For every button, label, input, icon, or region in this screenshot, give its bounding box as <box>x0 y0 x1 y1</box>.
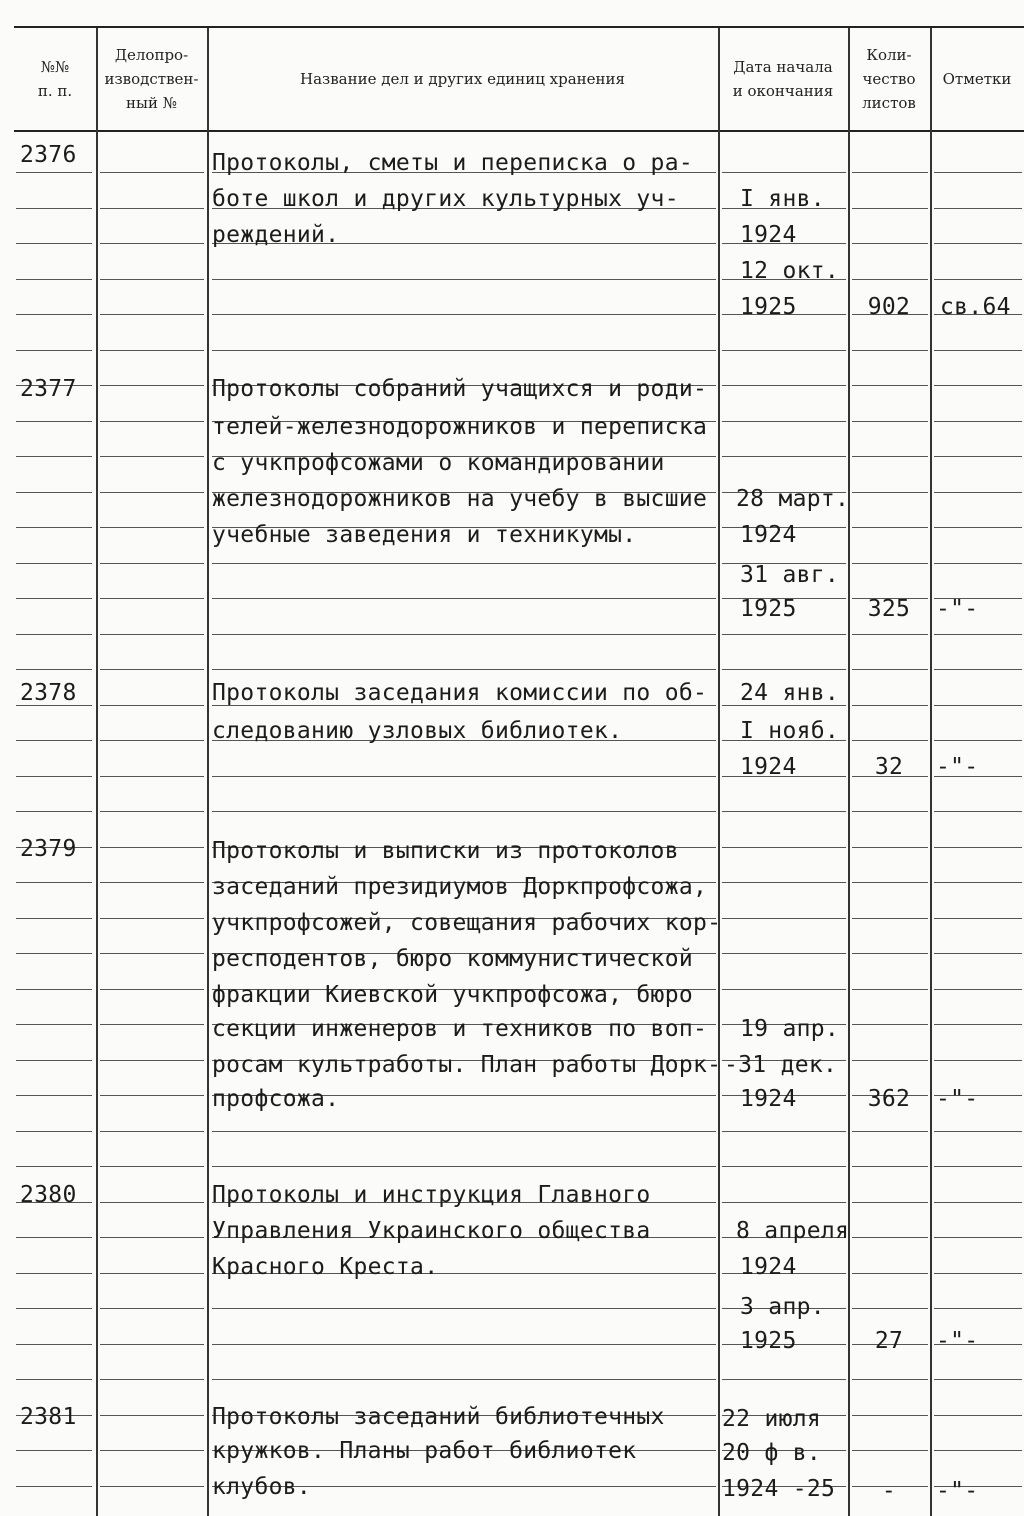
record-title-line: телей-железнодорожников и переписка <box>212 414 708 440</box>
ruled-line <box>16 279 92 280</box>
ruled-line <box>934 669 1022 670</box>
ruled-line <box>934 492 1022 493</box>
ruled-line <box>852 989 928 990</box>
record-title-line: респодентов, бюро коммунистической <box>212 946 694 972</box>
ruled-line <box>100 740 204 741</box>
ruled-line <box>934 918 1022 919</box>
ruled-line <box>16 1024 92 1025</box>
record-title-line: Управления Украинского общества <box>212 1218 651 1244</box>
ruled-line <box>934 1024 1022 1025</box>
ruled-line <box>212 1344 716 1345</box>
ruled-line <box>16 314 92 315</box>
ruled-line <box>16 1237 92 1238</box>
ruled-line <box>852 563 928 564</box>
ruled-line <box>16 1131 92 1132</box>
ruled-line <box>852 1131 928 1132</box>
record-title-line: учкпрофсожей, совещания рабочих кор- <box>212 910 722 936</box>
record-note: -"- <box>936 1478 979 1504</box>
ruled-line <box>16 1060 92 1061</box>
ruled-line <box>934 1415 1022 1416</box>
ruled-line <box>100 1486 204 1487</box>
record-title-line: Протоколы собраний учащихся и роди- <box>212 376 708 402</box>
record-number: 2378 <box>20 680 77 706</box>
record-date-line: 1925 <box>740 596 797 622</box>
ruled-line <box>722 456 846 457</box>
record-number: 2381 <box>20 1404 77 1430</box>
ruled-line <box>934 705 1022 706</box>
ruled-line <box>852 1415 928 1416</box>
record-note: -"- <box>936 1328 979 1354</box>
ruled-line <box>16 1166 92 1167</box>
ruled-line <box>852 208 928 209</box>
ruled-line <box>100 705 204 706</box>
record-date-line: 20 ф в. <box>722 1440 822 1466</box>
ruled-line <box>16 1379 92 1380</box>
ruled-line <box>100 1415 204 1416</box>
ruled-line <box>934 953 1022 954</box>
ruled-line <box>852 811 928 812</box>
ruled-line <box>852 882 928 883</box>
record-date-line: 1924 <box>740 222 797 248</box>
ruled-line <box>722 1131 846 1132</box>
ruled-line <box>212 811 716 812</box>
record-date-line: 1924 <box>740 1254 797 1280</box>
ruled-line <box>212 279 716 280</box>
record-date-line: 1925 <box>740 1328 797 1354</box>
ruled-line <box>852 1379 928 1380</box>
ruled-line <box>934 1131 1022 1132</box>
record-date-line: 19 апр. <box>740 1016 840 1042</box>
ruled-line <box>100 882 204 883</box>
ruled-line <box>722 811 846 812</box>
ruled-line <box>16 811 92 812</box>
ruled-line <box>852 385 928 386</box>
ruled-line <box>212 563 716 564</box>
ruled-line <box>100 1060 204 1061</box>
ruled-line <box>852 527 928 528</box>
record-title-line: Протоколы и выписки из протоколов <box>212 838 679 864</box>
ruled-line <box>100 1166 204 1167</box>
ruled-line <box>722 1202 846 1203</box>
record-date-line: 12 окт. <box>740 258 840 284</box>
ruled-line <box>852 1166 928 1167</box>
ruled-line <box>16 456 92 457</box>
record-title-line: следованию узловых библиотек. <box>212 718 623 744</box>
record-title-line: фракции Киевской учкпрофсожа, бюро <box>212 982 694 1008</box>
column-divider <box>207 28 209 1516</box>
ruled-line <box>852 847 928 848</box>
record-sheet-count: 32 <box>874 754 904 780</box>
record-date-line: 22 июля <box>722 1406 822 1432</box>
ruled-line <box>100 918 204 919</box>
ruled-line <box>934 882 1022 883</box>
record-note: -"- <box>936 1086 979 1112</box>
ruled-line <box>16 563 92 564</box>
ruled-line <box>212 350 716 351</box>
ruled-line <box>934 1450 1022 1451</box>
ruled-line <box>852 456 928 457</box>
ruled-line <box>852 279 928 280</box>
ruled-line <box>16 740 92 741</box>
ruled-line <box>934 1060 1022 1061</box>
record-number: 2379 <box>20 836 77 862</box>
ruled-line <box>100 172 204 173</box>
ruled-line <box>722 634 846 635</box>
ruled-line <box>16 953 92 954</box>
header-dates: Дата начала и окончания <box>732 58 834 100</box>
ruled-line <box>100 1344 204 1345</box>
ruled-line <box>100 208 204 209</box>
ruled-line <box>16 527 92 528</box>
ruled-line <box>100 279 204 280</box>
ruled-line <box>852 705 928 706</box>
header-number: №№ п. п. <box>37 58 73 100</box>
record-title-line: профсожа. <box>212 1086 340 1112</box>
ruled-line <box>16 1308 92 1309</box>
record-date-line: 3 апр. <box>740 1294 825 1320</box>
ruled-line <box>100 1095 204 1096</box>
ruled-line <box>16 634 92 635</box>
ruled-line <box>16 1450 92 1451</box>
ruled-line <box>100 456 204 457</box>
ruled-line <box>100 492 204 493</box>
ruled-line <box>722 882 846 883</box>
record-note: -"- <box>936 754 979 780</box>
ruled-line <box>934 1166 1022 1167</box>
record-date-line: 1924 <box>740 522 797 548</box>
ruled-line <box>16 1095 92 1096</box>
ruled-line <box>212 1308 716 1309</box>
ruled-line <box>722 350 846 351</box>
ruled-line <box>722 421 846 422</box>
ruled-line <box>852 740 928 741</box>
header-title: Название дел и других единиц хранения <box>299 70 625 88</box>
ruled-line <box>100 1131 204 1132</box>
ruled-line <box>722 1379 846 1380</box>
ruled-line <box>722 1166 846 1167</box>
ruled-line <box>852 172 928 173</box>
ruled-line <box>16 1486 92 1487</box>
record-date-line: I нояб. <box>740 718 840 744</box>
ruled-line <box>852 669 928 670</box>
ruled-line <box>852 421 928 422</box>
record-date-line: 1924 <box>740 754 797 780</box>
header-notes: Отметки <box>942 70 1012 88</box>
ruled-line <box>722 847 846 848</box>
record-date-line: 28 март. <box>736 486 850 512</box>
record-date-line: -31 дек. <box>724 1052 838 1078</box>
ruled-line <box>934 740 1022 741</box>
header-rule <box>14 130 1024 132</box>
ruled-line <box>934 350 1022 351</box>
ruled-line <box>16 669 92 670</box>
ruled-line <box>16 421 92 422</box>
ruled-line <box>16 350 92 351</box>
ruled-line <box>100 634 204 635</box>
ruled-line <box>16 1273 92 1274</box>
ruled-line <box>100 1379 204 1380</box>
record-number: 2377 <box>20 376 77 402</box>
ruled-line <box>100 989 204 990</box>
record-date-line: I янв. <box>740 186 825 212</box>
record-title-line: Протоколы, сметы и переписка о ра- <box>212 150 694 176</box>
ruled-line <box>212 669 716 670</box>
record-title-line: росам культработы. План работы Дорк- <box>212 1052 722 1078</box>
record-title-line: Протоколы заседания комиссии по об- <box>212 680 708 706</box>
ruled-line <box>934 1273 1022 1274</box>
ruled-line <box>16 243 92 244</box>
ruled-line <box>100 1237 204 1238</box>
record-sheet-count: 27 <box>874 1328 904 1354</box>
record-title-line: секции инженеров и техников по воп- <box>212 1016 708 1042</box>
ruled-line <box>100 350 204 351</box>
ruled-line <box>16 882 92 883</box>
ruled-line <box>934 172 1022 173</box>
ruled-line <box>212 1166 716 1167</box>
record-title-line: Протоколы и инструкция Главного <box>212 1182 651 1208</box>
ruled-line <box>934 208 1022 209</box>
ruled-line <box>852 1450 928 1451</box>
record-title-line: с учкпрофсожами о командировании <box>212 450 665 476</box>
ruled-line <box>852 243 928 244</box>
ruled-line <box>100 1024 204 1025</box>
ruled-line <box>852 1273 928 1274</box>
ruled-line <box>852 953 928 954</box>
ruled-line <box>722 385 846 386</box>
record-title-line: реждений. <box>212 222 340 248</box>
record-sheet-count: - <box>881 1478 897 1504</box>
ruled-line <box>852 634 928 635</box>
column-divider <box>718 28 720 1516</box>
ruled-line <box>852 350 928 351</box>
record-number: 2380 <box>20 1182 77 1208</box>
header-office-number: Делопро- изводствен- ный № <box>104 46 199 112</box>
ruled-line <box>100 421 204 422</box>
ruled-line <box>212 598 716 599</box>
ruled-line <box>16 918 92 919</box>
ruled-line <box>934 456 1022 457</box>
ruled-line <box>852 1024 928 1025</box>
ruled-line <box>934 243 1022 244</box>
column-divider <box>930 28 932 1516</box>
record-title-line: боте школ и других культурных уч- <box>212 186 679 212</box>
ruled-line <box>722 172 846 173</box>
ruled-line <box>100 527 204 528</box>
record-title-line: железнодорожников на учебу в высшие <box>212 486 708 512</box>
record-title-line: Протоколы заседаний библиотечных <box>212 1404 665 1430</box>
ruled-line <box>722 669 846 670</box>
ruled-line <box>934 563 1022 564</box>
ruled-line <box>212 1379 716 1380</box>
ruled-line <box>100 1202 204 1203</box>
ruled-line <box>934 1379 1022 1380</box>
record-date-line: 24 янв. <box>740 680 840 706</box>
ruled-line <box>852 1308 928 1309</box>
record-note: св.64 <box>940 294 1011 320</box>
ruled-line <box>934 527 1022 528</box>
ruled-line <box>852 1202 928 1203</box>
ruled-line <box>212 776 716 777</box>
ruled-line <box>852 1060 928 1061</box>
record-title-line: Красного Креста. <box>212 1254 439 1280</box>
header-sheet-count: Коли- чество листов <box>862 46 916 112</box>
ruled-line <box>212 1131 716 1132</box>
ruled-line <box>852 918 928 919</box>
ruled-line <box>100 1450 204 1451</box>
record-sheet-count: 902 <box>867 294 911 320</box>
record-title-line: учебные заведения и техникумы. <box>212 522 637 548</box>
record-date-line: 1925 <box>740 294 797 320</box>
record-title-line: кружков. Планы работ библиотек <box>212 1438 637 1464</box>
ruled-line <box>100 243 204 244</box>
ruled-line <box>212 314 716 315</box>
ruled-line <box>852 492 928 493</box>
ruled-line <box>16 1344 92 1345</box>
ruled-line <box>16 208 92 209</box>
ruled-line <box>100 847 204 848</box>
record-note: -"- <box>936 596 979 622</box>
ruled-line <box>100 598 204 599</box>
ruled-line <box>934 1237 1022 1238</box>
ruled-line <box>100 776 204 777</box>
ruled-line <box>934 279 1022 280</box>
record-sheet-count: 325 <box>867 596 911 622</box>
record-title-line: клубов. <box>212 1474 312 1500</box>
record-title-line: заседаний президиумов Доркпрофсожа, <box>212 874 708 900</box>
record-sheet-count: 362 <box>867 1086 911 1112</box>
ruled-line <box>100 1308 204 1309</box>
ruled-line <box>100 385 204 386</box>
ruled-line <box>100 953 204 954</box>
ruled-line <box>934 1308 1022 1309</box>
column-divider <box>96 28 98 1516</box>
ruled-line <box>16 776 92 777</box>
ruled-line <box>934 847 1022 848</box>
ruled-line <box>100 1273 204 1274</box>
ruled-line <box>722 918 846 919</box>
ruled-line <box>100 563 204 564</box>
record-date-line: 31 авг. <box>740 562 840 588</box>
ruled-line <box>16 492 92 493</box>
record-date-line: 1924 -25 <box>722 1476 836 1502</box>
record-date-line: 1924 <box>740 1086 797 1112</box>
ruled-line <box>16 989 92 990</box>
ruled-line <box>934 1202 1022 1203</box>
ruled-line <box>934 421 1022 422</box>
ruled-line <box>722 989 846 990</box>
ruled-line <box>16 598 92 599</box>
ruled-line <box>934 989 1022 990</box>
ruled-line <box>100 811 204 812</box>
record-date-line: 8 апреля <box>736 1218 850 1244</box>
ruled-line <box>16 172 92 173</box>
ruled-line <box>934 385 1022 386</box>
record-number: 2376 <box>20 142 77 168</box>
ruled-line <box>100 314 204 315</box>
ruled-line <box>934 634 1022 635</box>
ruled-line <box>212 634 716 635</box>
ruled-line <box>852 1237 928 1238</box>
ruled-line <box>100 669 204 670</box>
ruled-line <box>722 953 846 954</box>
ruled-line <box>934 811 1022 812</box>
